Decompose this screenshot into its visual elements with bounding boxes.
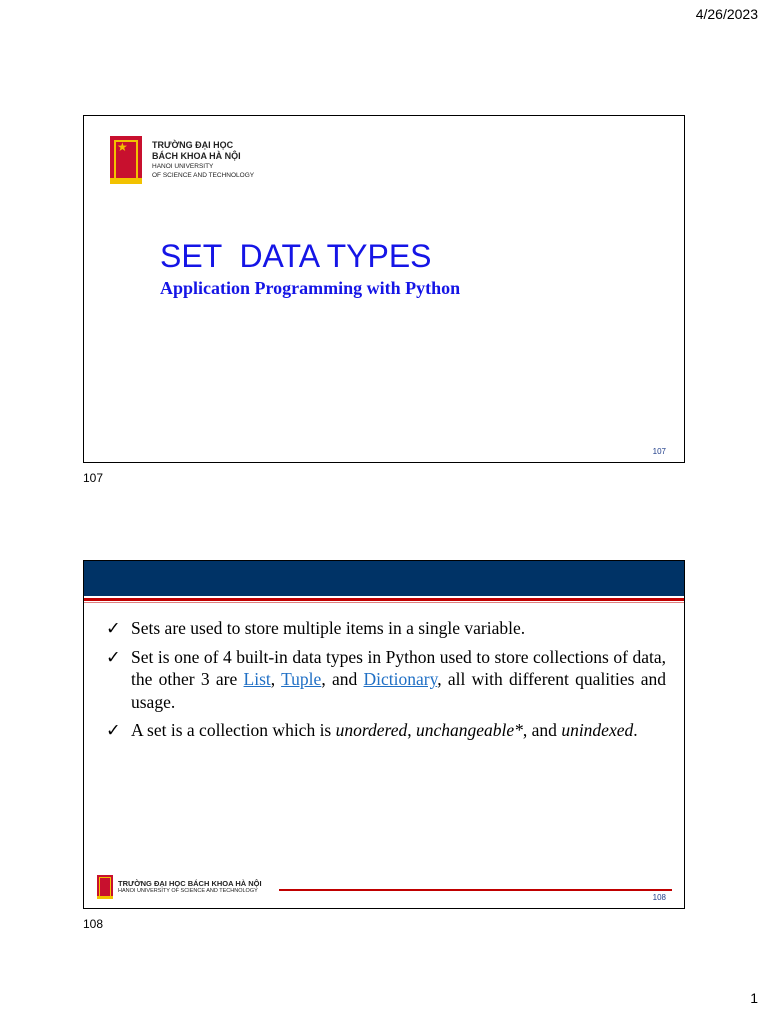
bullet-text: Set is one of 4 built-in data types in Python used to store collections of data, the other 3 are	[131, 646, 666, 689]
logo-line-1: TRƯỜNG ĐẠI HỌC	[152, 140, 234, 150]
check-icon: ✓	[106, 720, 121, 740]
term-unindexed: unindexed	[561, 720, 634, 740]
university-logo	[110, 136, 254, 184]
link-dictionary[interactable]: Dictionary	[363, 669, 438, 689]
header-divider-thin	[84, 602, 684, 603]
university-emblem-icon: ★	[110, 136, 142, 184]
university-name	[152, 136, 254, 180]
bullet-item: ✓ A set is a collection which is unordered, unchangeable*, and unindexed.	[106, 720, 638, 740]
footer-line-2: HANOI UNIVERSITY OF SCIENCE AND TECHNOLOGY	[118, 888, 258, 894]
bullet-item: ✓ Set is one of 4 built-in data types in Python used to store collections of data, the other 3 are List, Tuple, and Dictionary, all with different qualities and usage.	[106, 646, 667, 712]
page-number: 1	[750, 990, 758, 1006]
slide-subtitle: Application Programming with Python	[160, 278, 461, 298]
bullet-text: A set is a collection which is	[131, 720, 336, 740]
link-tuple[interactable]: Tuple	[281, 669, 322, 689]
bullet-item	[106, 617, 666, 640]
term-unordered: unordered	[335, 720, 408, 740]
bullet-text: Sets are used to store multiple items in a single variable.	[131, 618, 526, 638]
bullet-list	[106, 617, 666, 748]
slide-label-107: 107	[83, 471, 104, 485]
slide-title: SET DATA TYPES	[160, 238, 432, 274]
logo-line-3: HANOI UNIVERSITY	[152, 163, 214, 170]
footer-university-name	[118, 879, 262, 895]
university-emblem-icon	[97, 875, 113, 899]
slide-label-108: 108	[83, 917, 104, 931]
slide-108	[83, 560, 685, 909]
slide-header-bar	[84, 561, 684, 596]
check-icon: ✓	[106, 646, 121, 667]
logo-line-2: BÁCH KHOA HÀ NỘI	[152, 151, 241, 161]
footer-logo	[97, 875, 262, 899]
footer-line-1: TRƯỜNG ĐẠI HỌC BÁCH KHOA HÀ NỘI	[118, 879, 262, 888]
link-list[interactable]: List	[243, 669, 271, 689]
slide-number: 108	[652, 893, 666, 902]
page-date: 4/26/2023	[695, 6, 758, 22]
footer-divider	[279, 889, 672, 891]
header-divider	[84, 598, 684, 601]
logo-line-4: OF SCIENCE AND TECHNOLOGY	[152, 172, 255, 179]
term-unchangeable: unchangeable*	[415, 720, 523, 740]
check-icon: ✓	[106, 618, 121, 638]
slide-number: 107	[652, 447, 666, 456]
slide-107	[83, 115, 685, 463]
